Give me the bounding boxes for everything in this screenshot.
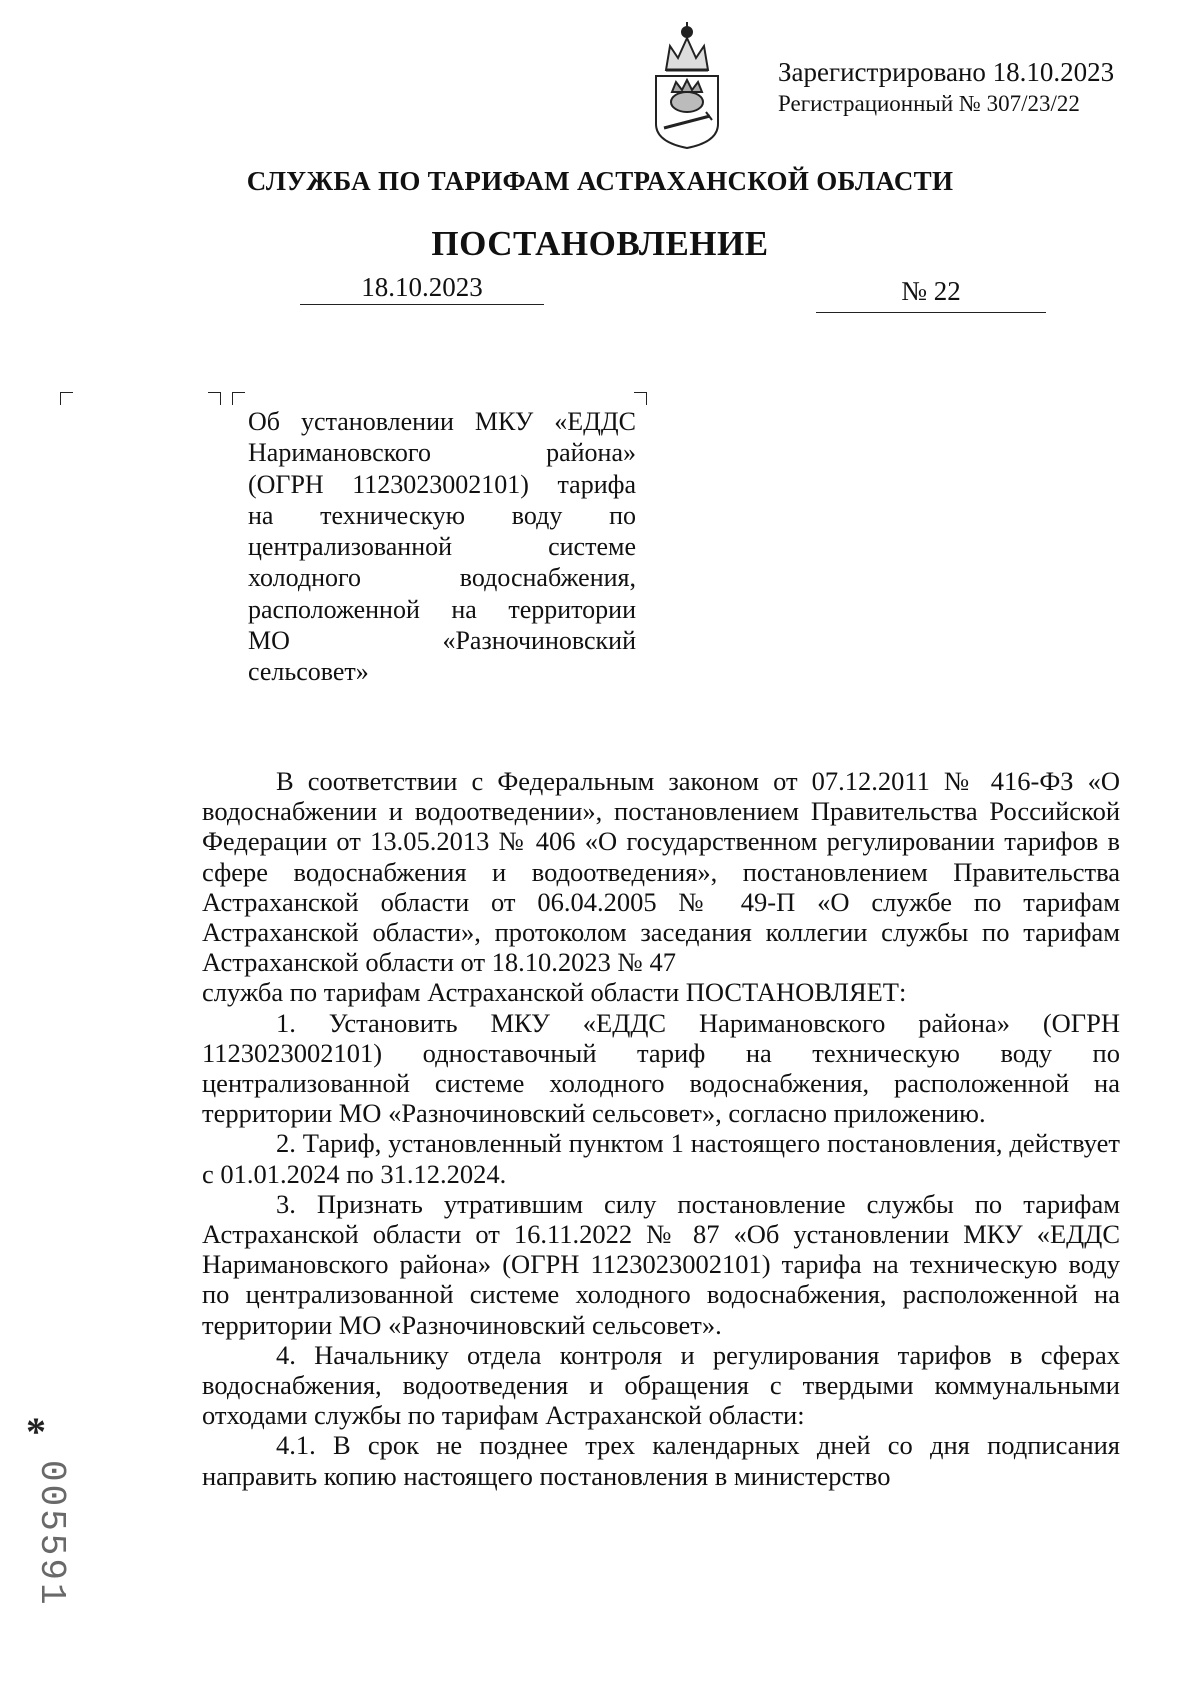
organization-name: СЛУЖБА ПО ТАРИФАМ АСТРАХАНСКОЙ ОБЛАСТИ xyxy=(246,166,954,196)
document-subject xyxy=(248,406,636,688)
subject-line: сельсовет» xyxy=(248,657,369,687)
paragraph-item-4: 4. Начальнику отдела контроля и регулирования тарифов в сферах водоснабжения, водоотведения и обращения с твердыми коммунальными отходами службы по тарифам Астраханской области: xyxy=(202,1339,1120,1431)
coat-of-arms-icon xyxy=(646,20,728,152)
corner-mark xyxy=(634,392,647,405)
subject-line: (ОГРН 1123023002101) тарифа xyxy=(248,469,636,499)
subject-line: Об установлении МКУ «ЕДДС xyxy=(248,407,636,436)
subject-line: централизованной системе xyxy=(248,532,636,562)
paragraph-item-1: 1. Установить МКУ «ЕДДС Наримановского района» (ОГРН 1123023002101) одноставочный тариф на техническую воду по централизованной системе холодного водоснабжения, расположенной на территории МО «Разночиновский сельсовет», согласно приложению. xyxy=(202,1007,1120,1129)
registration-number: Регистрационный № 307/23/22 xyxy=(778,91,1080,116)
corner-mark xyxy=(208,392,221,405)
serial-stamp: 005591 xyxy=(31,1460,72,1608)
document-body xyxy=(202,766,1120,1491)
subject-line: холодного водоснабжения, xyxy=(248,563,636,593)
subject-line: МО «Разночиновский xyxy=(248,626,636,656)
paragraph-resolves: служба по тарифам Астраханской области ПОСТАНОВЛЯЕТ: xyxy=(202,977,907,1008)
paragraph-preamble: В соответствии с Федеральным законом от 07.12.2011 № 416-ФЗ «О водоснабжении и водоотведении», постановлением Правительства Российской Федерации от 13.05.2013 № 406 «О государственном регулировании тарифов в сфере водоснабжения и водоотведения», постановлением Правительства Астраханской области от 06.04.2005 № 49-П «О службе по тарифам Астраханской области», протоколом заседания коллегии службы по тарифам Астраханской области от 18.10.2023 № 47 xyxy=(202,766,1120,978)
margin-asterisk: * xyxy=(26,1409,46,1454)
subject-line: расположенной на территории xyxy=(248,594,636,624)
registration-info xyxy=(778,56,1114,120)
corner-mark xyxy=(232,392,245,405)
document-date: 18.10.2023 xyxy=(361,272,483,302)
document-type: ПОСТАНОВЛЕНИЕ xyxy=(431,224,769,263)
paragraph-item-2: 2. Тариф, установленный пунктом 1 настоящего постановления, действует с 01.01.2024 по 31.12.2024. xyxy=(202,1128,1120,1189)
corner-mark xyxy=(60,392,73,405)
paragraph-item-4-1: 4.1. В срок не позднее трех календарных дней со дня подписания направить копию настоящего постановления в министерство xyxy=(202,1430,1120,1491)
subject-line: на техническую воду по xyxy=(248,500,636,530)
subject-line: Наримановского района» xyxy=(248,438,636,468)
paragraph-item-3: 3. Признать утратившим силу постановление службы по тарифам Астраханской области от 16.11.2022 № 87 «Об установлении МКУ «ЕДДС Наримановского района» (ОГРН 1123023002101) тарифа на техническую воду по централизованной системе холодного водоснабжения, расположенной на территории МО «Разночиновский сельсовет». xyxy=(202,1188,1120,1340)
document-number: № 22 xyxy=(901,276,961,306)
registered-date: Зарегистрировано 18.10.2023 xyxy=(778,57,1115,87)
